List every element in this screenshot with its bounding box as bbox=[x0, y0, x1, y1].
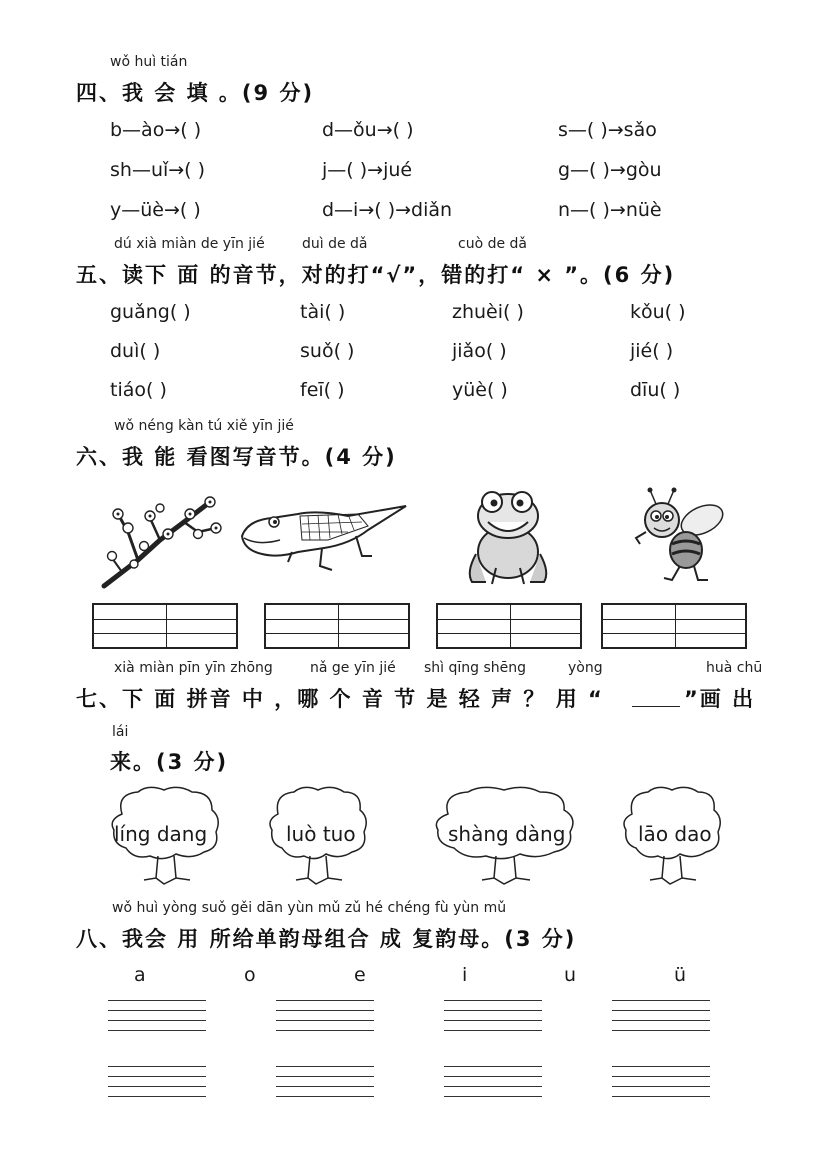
tree-2 bbox=[266, 784, 370, 888]
section4-pinyin: wǒ huì tián bbox=[110, 54, 188, 70]
frog-picture bbox=[462, 488, 554, 588]
judge-item[interactable]: tiáo( ) bbox=[110, 379, 167, 401]
section6-pinyin: wǒ néng kàn tú xiě yīn jié bbox=[114, 418, 294, 434]
fill-item[interactable]: y—üè→( ) bbox=[110, 199, 201, 221]
answer-grid-2[interactable] bbox=[264, 603, 410, 649]
fill-item[interactable]: sh—uǐ→( ) bbox=[110, 159, 206, 181]
judge-item[interactable]: yüè( ) bbox=[452, 379, 508, 401]
vowel-i: i bbox=[462, 964, 468, 986]
judge-item[interactable]: duì( ) bbox=[110, 340, 161, 362]
section5-heading: 五、读下 面 的音节，对的打“√”，错的打“ × ”。(6 分) bbox=[76, 263, 676, 287]
pinyin-writing-lines[interactable] bbox=[276, 1000, 374, 1036]
pinyin-writing-lines[interactable] bbox=[108, 1000, 206, 1036]
fill-item[interactable]: n—( )→nüè bbox=[558, 199, 662, 221]
section7-pinyin-3: shì qīng shēng bbox=[424, 660, 527, 676]
vowel-u: u bbox=[564, 964, 577, 986]
section5-pinyin-1: dú xià miàn de yīn jié bbox=[114, 236, 265, 252]
tree-word[interactable]: líng dang bbox=[114, 822, 208, 846]
judge-item[interactable]: kǒu( ) bbox=[630, 301, 686, 323]
judge-item[interactable]: jié( ) bbox=[630, 340, 674, 362]
section6-heading: 六、我 能 看图写音节。(4 分) bbox=[76, 445, 397, 469]
tree-word[interactable]: lāo dao bbox=[638, 822, 712, 846]
judge-item[interactable]: guǎng( ) bbox=[110, 301, 191, 323]
judge-item[interactable]: feī( ) bbox=[300, 379, 345, 401]
section4-heading: 四、我 会 填 。(9 分) bbox=[76, 81, 315, 105]
pinyin-writing-lines[interactable] bbox=[444, 1000, 542, 1036]
judge-item[interactable]: tài( ) bbox=[300, 301, 346, 323]
tree-word[interactable]: luò tuo bbox=[286, 822, 356, 846]
judge-item[interactable]: jiǎo( ) bbox=[452, 340, 507, 362]
vowel-a: a bbox=[134, 964, 146, 986]
fill-item[interactable]: g—( )→gòu bbox=[558, 159, 662, 181]
pinyin-writing-lines[interactable] bbox=[612, 1000, 710, 1036]
vowel-u-umlaut: ü bbox=[674, 964, 687, 986]
pinyin-writing-lines[interactable] bbox=[108, 1066, 206, 1102]
fill-item[interactable]: b—ào→( ) bbox=[110, 119, 202, 141]
pinyin-writing-lines[interactable] bbox=[444, 1066, 542, 1102]
fill-item[interactable]: j—( )→jué bbox=[322, 159, 413, 181]
section7-heading: 七、下 面 拼音 中 ，哪 个 音 节 是 轻 声 ？ 用 “ bbox=[76, 687, 604, 711]
tree-3 bbox=[432, 784, 580, 888]
answer-grid-4[interactable] bbox=[601, 603, 747, 649]
judge-item[interactable]: dīu( ) bbox=[630, 379, 681, 401]
underline-sample bbox=[632, 706, 680, 707]
judge-item[interactable]: suǒ( ) bbox=[300, 340, 355, 362]
vowel-e: e bbox=[354, 964, 366, 986]
tree-4 bbox=[620, 784, 724, 888]
tree-1 bbox=[108, 784, 224, 888]
fill-item[interactable]: d—i→( )→diǎn bbox=[322, 199, 453, 221]
answer-grid-3[interactable] bbox=[436, 603, 582, 649]
section7-heading-end: ”画 出 bbox=[684, 687, 756, 711]
section8-heading: 八、我会 用 所给单韵母组合 成 复韵母。(3 分) bbox=[76, 927, 577, 951]
crocodile-picture bbox=[238, 500, 413, 580]
pinyin-writing-lines[interactable] bbox=[276, 1066, 374, 1102]
tree-word[interactable]: shàng dàng bbox=[448, 822, 566, 846]
vowel-o: o bbox=[244, 964, 256, 986]
section7-pinyin-6: lái bbox=[112, 724, 129, 740]
section7-pinyin-4: yòng bbox=[568, 660, 603, 676]
section7-pinyin-2: nǎ ge yīn jié bbox=[310, 660, 396, 676]
section8-pinyin: wǒ huì yòng suǒ gěi dān yùn mǔ zǔ hé chéng fù yùn mǔ bbox=[112, 900, 507, 916]
section7-heading-line2: 来。(3 分) bbox=[110, 750, 229, 774]
fill-item[interactable]: s—( )→sǎo bbox=[558, 119, 657, 141]
section7-pinyin-5: huà chū bbox=[706, 660, 763, 676]
section5-pinyin-3: cuò de dǎ bbox=[458, 236, 528, 252]
fill-item[interactable]: d—ǒu→( ) bbox=[322, 119, 414, 141]
answer-grid-1[interactable] bbox=[92, 603, 238, 649]
bee-picture bbox=[632, 486, 728, 586]
section7-pinyin-1: xià miàn pīn yīn zhōng bbox=[114, 660, 273, 676]
plum-blossom-picture bbox=[98, 488, 228, 590]
pinyin-writing-lines[interactable] bbox=[612, 1066, 710, 1102]
section5-pinyin-2: duì de dǎ bbox=[302, 236, 368, 252]
judge-item[interactable]: zhuèi( ) bbox=[452, 301, 524, 323]
